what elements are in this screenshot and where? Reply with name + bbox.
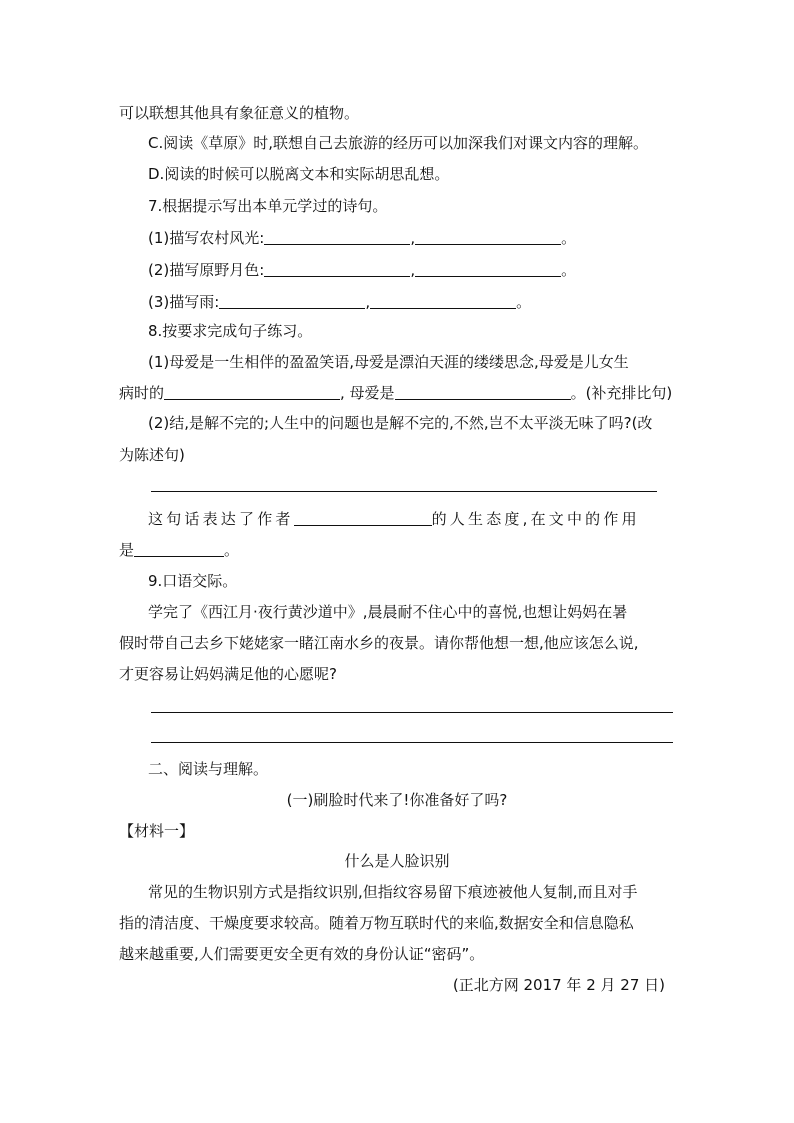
q7-item-3 (148, 292, 708, 312)
option-d: D.阅读的时候可以脱离文本和实际胡思乱想。 (148, 165, 450, 183)
material-text-3: 越来越重要,人们需要更安全更有效的身份认证“密码”。 (119, 945, 485, 963)
option-c: C.阅读《草原》时,联想自己去旅游的经历可以加深我们对课文内容的理解。 (148, 134, 649, 152)
q7-1-label: (1)描写农村风光: (148, 229, 265, 247)
q8-1-prefix: 病时的 (119, 384, 165, 402)
answer-blank[interactable] (264, 260, 410, 277)
q7-2-label: (2)描写原野月色: (148, 261, 265, 279)
q8-1-suffix: 。(补充排比句) (570, 384, 673, 402)
followup-start: 是 (119, 541, 135, 559)
material-text-2: 指的清洁度、干燥度要求较高。随着万物互联时代的来临,数据安全和信息隐私 (119, 914, 634, 932)
q7-item-1 (148, 228, 708, 248)
answer-blank[interactable] (134, 540, 224, 557)
question-9: 9.口语交际。 (148, 572, 238, 590)
passage-title: (一)刷脸时代来了!你准备好了吗? (286, 791, 508, 809)
material-title: 什么是人脸识别 (344, 852, 450, 870)
q7-3-label: (3)描写雨: (148, 293, 220, 311)
answer-blank[interactable] (164, 383, 340, 400)
comma: , (365, 293, 371, 311)
answer-line[interactable] (151, 742, 673, 743)
q8-1-continued (119, 383, 679, 403)
q9-text-2: 假时带自己去乡下姥姥家一睹江南水乡的夜景。请你帮他想一想,他应该怎么说, (119, 634, 639, 652)
q8-2-continued: 为陈述句) (119, 446, 185, 464)
q9-text-3: 才更容易让妈妈满足他的心愿呢? (119, 665, 337, 683)
answer-line[interactable] (151, 491, 657, 492)
q7-item-2 (148, 260, 708, 280)
followup-prefix: 这句话表达了作者 (148, 510, 294, 528)
answer-line[interactable] (151, 712, 673, 713)
material-label: 【材料一】 (119, 822, 195, 840)
answer-blank[interactable] (294, 509, 432, 526)
q8-2-followup-continued (119, 540, 679, 560)
comma: , (410, 229, 416, 247)
q9-text-1: 学完了《西江月·夜行黄沙道中》,晨晨耐不住心中的喜悦,也想让妈妈在暑 (148, 603, 628, 621)
q8-1-middle: , 母爱是 (340, 384, 395, 402)
period: 。 (561, 229, 577, 247)
q8-2-followup (148, 509, 708, 529)
text-line: 可以联想其他具有象征意义的植物。 (119, 104, 360, 122)
section-heading: 二、阅读与理解。 (148, 760, 269, 778)
period: 。 (516, 293, 532, 311)
question-7: 7.根据提示写出本单元学过的诗句。 (148, 197, 388, 215)
answer-blank[interactable] (415, 228, 561, 245)
answer-blank[interactable] (264, 228, 410, 245)
material-text-1: 常见的生物识别方式是指纹识别,但指纹容易留下痕迹被他人复制,而且对手 (148, 883, 638, 901)
answer-blank[interactable] (370, 292, 516, 309)
answer-blank[interactable] (219, 292, 365, 309)
q8-2-text: (2)结,是解不完的;人生中的问题也是解不完的,不然,岂不太平淡无味了吗?(改 (148, 414, 653, 432)
followup-suffix: 的人生态度,在文中的作用 (431, 510, 640, 528)
source-citation: (正北方网 2017 年 2 月 27 日) (452, 976, 665, 994)
answer-blank[interactable] (415, 260, 561, 277)
period: 。 (561, 261, 577, 279)
question-8: 8.按要求完成句子练习。 (148, 322, 313, 340)
period: 。 (224, 541, 240, 559)
q8-1-text: (1)母爱是一生相伴的盈盈笑语,母爱是漂泊天涯的缕缕思念,母爱是儿女生 (148, 353, 629, 371)
answer-blank[interactable] (395, 383, 571, 400)
comma: , (410, 261, 416, 279)
